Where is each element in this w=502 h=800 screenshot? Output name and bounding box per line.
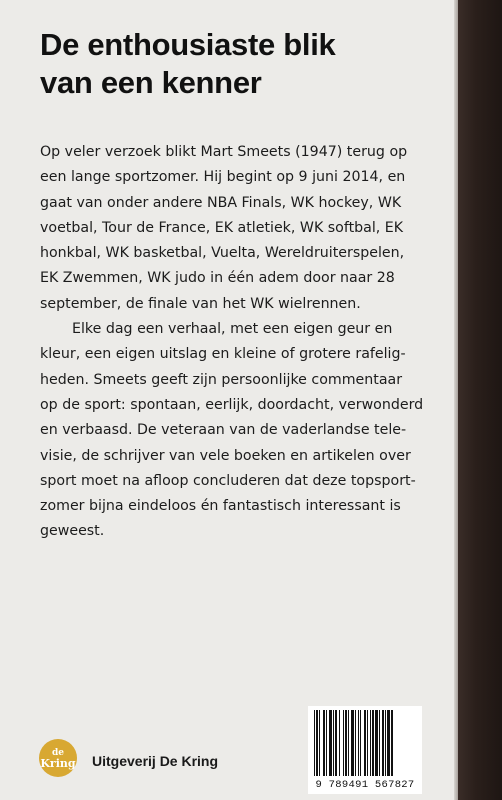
text-line: gaat van onder andere NBA Finals, WK hockey, WK <box>40 194 402 211</box>
text-line: sport moet na afloop concluderen dat deze topsport- <box>40 472 416 489</box>
text-line: EK Zwemmen, WK judo in één adem door naar 28 <box>40 270 395 287</box>
blurb <box>40 140 440 545</box>
text-line: september, de finale van het WK wielrennen. <box>40 295 361 312</box>
title-line-1: De enthousiaste blik <box>40 27 336 62</box>
text-line: Elke dag een verhaal, met een eigen geur en <box>72 321 393 338</box>
isbn-barcode <box>308 706 422 794</box>
svg-text:Kring: Kring <box>40 757 76 770</box>
publisher-logo-icon <box>38 738 78 778</box>
text-line: heden. Smeets geeft zijn persoonlijke commentaar <box>40 371 403 388</box>
text-line: een lange sportzomer. Hij begint op 9 juni 2014, en <box>40 169 406 186</box>
text-line: honkbal, WK basketbal, Vuelta, Wereldruiterspelen, <box>40 245 405 262</box>
book-spine <box>458 0 502 800</box>
publisher-name: Uitgeverij De Kring <box>92 753 219 769</box>
cover-title <box>40 26 450 102</box>
text-line: Op veler verzoek blikt Mart Smeets (1947) terug op <box>40 144 408 160</box>
title-line-2: van een kenner <box>40 65 262 100</box>
text-line: voetbal, Tour de France, EK atletiek, WK softbal, EK <box>40 219 404 236</box>
svg-text:de: de <box>51 748 65 758</box>
text-line: op de sport: spontaan, eerlijk, doordacht, verwonderd <box>40 396 424 413</box>
text-line: zomer bijna eindeloos én fantastisch interessant is <box>40 498 401 515</box>
blurb-paragraph-2 <box>40 317 440 545</box>
barcode-bars <box>312 710 418 778</box>
text-line: kleur, een eigen uitslag en kleine of grotere rafelig- <box>40 346 406 363</box>
text-line: visie, de schrijver van vele boeken en artikelen over <box>40 447 411 464</box>
text-line: en verbaasd. De veteraan van de vaderlandse tele- <box>40 422 407 439</box>
blurb-paragraph-1 <box>40 140 440 317</box>
text-line: geweest. <box>40 523 105 540</box>
isbn-number: 9 789491 567827 <box>315 779 415 791</box>
